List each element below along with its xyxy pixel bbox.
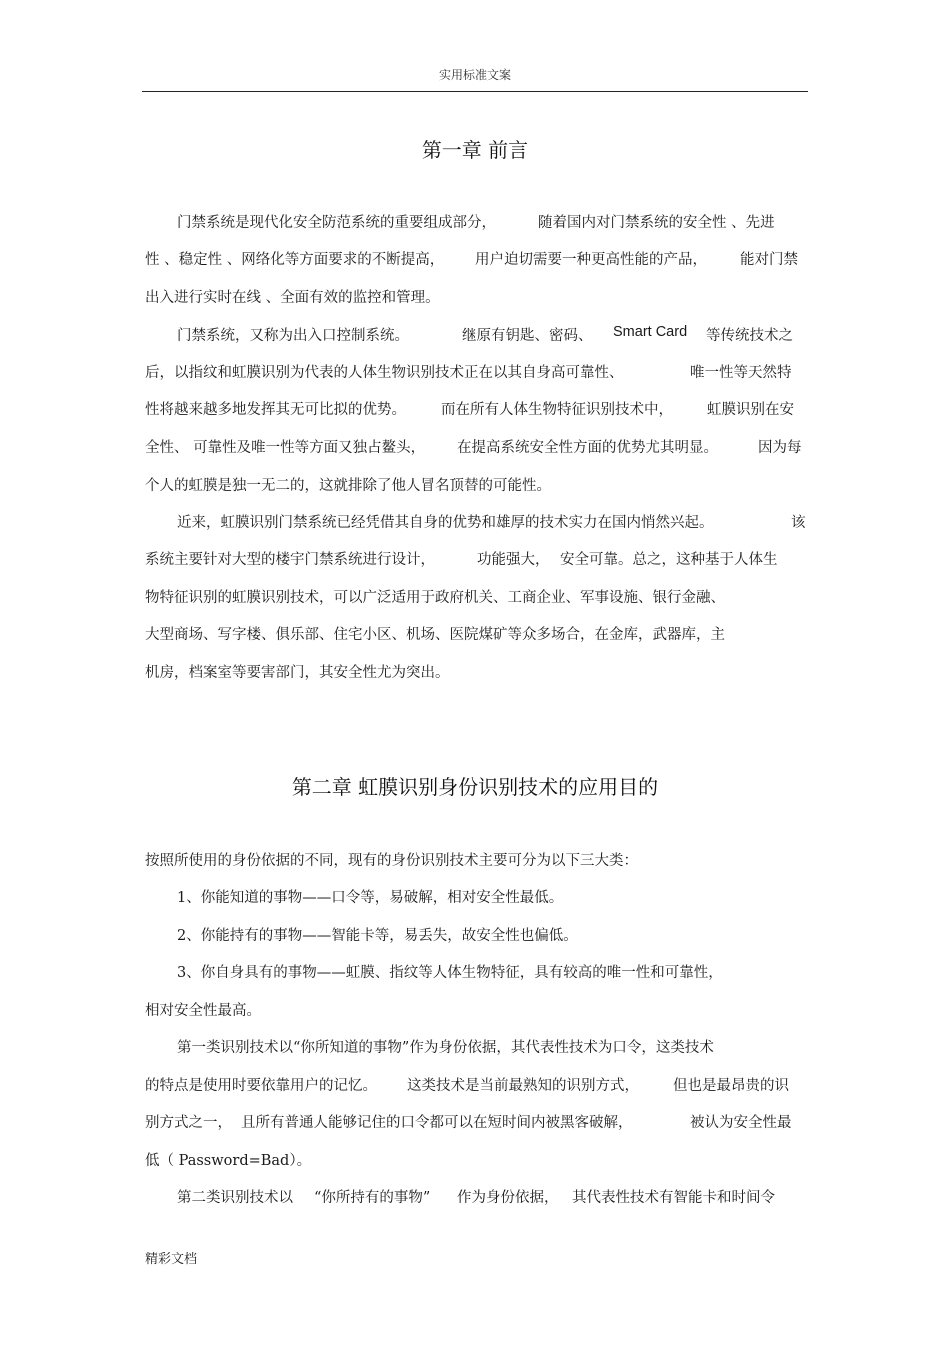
- list-item: 1、你能知道的事物——口令等，易破解，相对安全性最低。: [177, 890, 564, 906]
- paragraph-line: 该: [791, 515, 806, 531]
- paragraph-line: “你所持有的事物”: [314, 1190, 431, 1206]
- paragraph-line: 功能强大，: [477, 552, 550, 568]
- chapter-1-title: 第一章 前言: [421, 138, 529, 162]
- paragraph-line: 能对门禁: [740, 252, 798, 268]
- paragraph-line: 全性、 可靠性及唯一性等方面又独占鳌头，: [145, 440, 426, 456]
- paragraph-line: 等传统技术之: [706, 328, 793, 344]
- paragraph-line: 第一类识别技术以“你所知道的事物”作为身份依据，其代表性技术为口令，这类技术: [177, 1040, 714, 1056]
- paragraph-line: 性将越来越多地发挥其无可比拟的优势。: [145, 402, 406, 418]
- paragraph-line: [177, 211, 496, 232]
- page-header: 实用标准文案: [438, 68, 511, 82]
- page-footer: 精彩文档: [145, 1252, 198, 1267]
- chapter-2-title: 第二章 虹膜识别身份识别技术的应用目的: [291, 775, 659, 799]
- paragraph-line: 相对安全性最高。: [145, 1003, 261, 1019]
- paragraph-line: 且所有普通人能够记住的口令都可以在短时间内被黑客破解，: [241, 1115, 633, 1131]
- header-divider: [142, 91, 808, 92]
- paragraph-line: 安全可靠。总之，这种基于人体生: [560, 552, 778, 568]
- paragraph-line: 其代表性技术有智能卡和时间令: [572, 1190, 775, 1206]
- paragraph-line: 被认为安全性最: [690, 1115, 792, 1131]
- list-item: 2、你能持有的事物——智能卡等，易丢失，故安全性也偏低。: [177, 928, 578, 944]
- paragraph-line: 作为身份依据，: [457, 1190, 559, 1206]
- paragraph-line: 大型商场、写字楼、俱乐部、住宅小区、机场、医院煤矿等众多场合，在金库，武器库，主: [145, 627, 725, 643]
- paragraph-line: 按照所使用的身份依据的不同，现有的身份识别技术主要可分为以下三大类：: [145, 853, 638, 869]
- paragraph-line: 别方式之一，: [145, 1115, 232, 1131]
- paragraph-line: 性 、稳定性 、网络化等方面要求的不断提高，: [145, 252, 445, 268]
- paragraph-line: 第二类识别技术以: [177, 1190, 293, 1206]
- paragraph-line: 而在所有人体生物特征识别技术中，: [441, 402, 673, 418]
- paragraph-line: 这类技术是当前最熟知的识别方式，: [407, 1078, 639, 1094]
- paragraph-line: Smart Card: [613, 324, 688, 340]
- text-segment: 门禁系统是现代化安全防范系统的重要组成部分，: [177, 215, 496, 231]
- paragraph-line: 唯一性等天然特: [690, 365, 792, 381]
- paragraph-line: 门禁系统，又称为出入口控制系统。: [177, 328, 409, 344]
- paragraph-line: 个人的虹膜是独一无二的，这就排除了他人冒名顶替的可能性。: [145, 478, 551, 494]
- paragraph-line: 虹膜识别在安: [707, 402, 794, 418]
- paragraph-line: 系统主要针对大型的楼宇门禁系统进行设计，: [145, 552, 435, 568]
- paragraph-line: 继原有钥匙、密码、: [462, 328, 593, 344]
- paragraph-line: 近来，虹膜识别门禁系统已经凭借其自身的优势和雄厚的技术实力在国内悄然兴起。: [177, 515, 714, 531]
- paragraph-line: 后，以指纹和虹膜识别为代表的人体生物识别技术正在以其自身高可靠性、: [145, 365, 624, 381]
- paragraph-line: [538, 211, 775, 232]
- paragraph-line: 机房，档案室等要害部门，其安全性尤为突出。: [145, 665, 450, 681]
- paragraph-line: 因为每: [758, 440, 802, 456]
- paragraph-line: 用户迫切需要一种更高性能的产品，: [475, 252, 707, 268]
- text-segment: 随着国内对门禁系统的安全性 、先进: [538, 215, 775, 231]
- paragraph-line: 但也是最昂贵的识: [673, 1078, 789, 1094]
- list-item: 3、你自身具有的事物——虹膜、指纹等人体生物特征，具有较高的唯一性和可靠性，: [177, 965, 723, 981]
- paragraph-line: 物特征识别的虹膜识别技术，可以广泛适用于政府机关、工商企业、军事设施、银行金融、: [145, 590, 725, 606]
- paragraph-line: 出入进行实时在线 、全面有效的监控和管理。: [145, 290, 440, 306]
- paragraph-line: 低（ Password=Bad）。: [145, 1153, 312, 1169]
- paragraph-line: 在提高系统安全性方面的优势尤其明显。: [457, 440, 718, 456]
- paragraph-line: 的特点是使用时要依靠用户的记忆。: [145, 1078, 377, 1094]
